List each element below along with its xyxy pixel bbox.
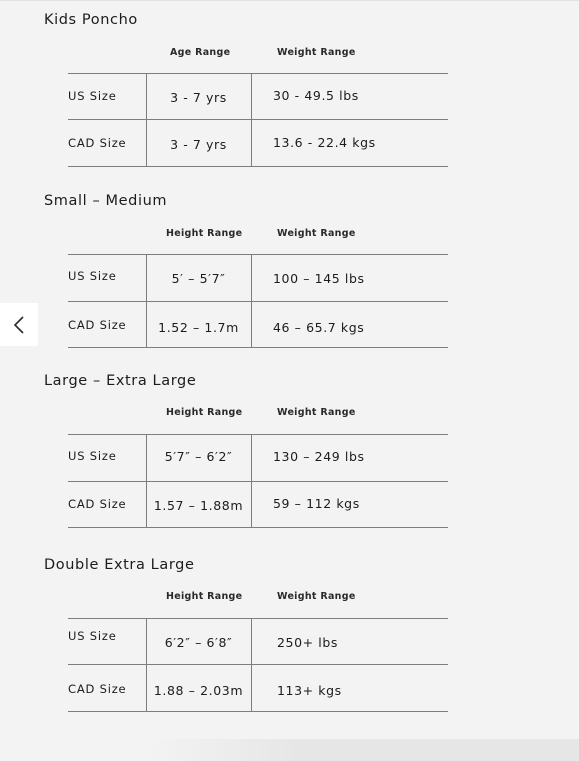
range-value: 1.52 – 1.7m (158, 320, 239, 335)
range-value: 3 - 7 yrs (170, 137, 227, 152)
table-row-us (68, 74, 448, 120)
row-label: US Size (68, 89, 117, 103)
row-label: US Size (68, 269, 117, 283)
top-divider (0, 0, 579, 1)
size-table (68, 254, 448, 348)
weight-value: 113+ kgs (277, 683, 342, 698)
weight-value: 46 – 65.7 kgs (273, 320, 365, 335)
column-header-weight: Weight Range (277, 407, 356, 418)
row-label: CAD Size (68, 318, 127, 332)
section-title: Large – Extra Large (44, 373, 197, 389)
range-value: 1.57 – 1.88m (153, 498, 244, 513)
column-header-weight: Weight Range (277, 591, 356, 602)
section-title: Small – Medium (44, 193, 168, 209)
size-table (68, 73, 448, 167)
table-row-us (68, 619, 448, 665)
range-value: 5′ – 5′7″ (171, 271, 226, 286)
column-divider (251, 435, 252, 481)
size-table (68, 618, 448, 712)
column-divider (251, 619, 252, 664)
table-row-cad (68, 120, 448, 167)
column-header-weight: Weight Range (277, 228, 356, 239)
range-value: 3 - 7 yrs (170, 90, 227, 105)
table-row-us (68, 435, 448, 482)
table-row-cad (68, 665, 448, 712)
row-label: CAD Size (68, 497, 127, 511)
weight-value: 30 - 49.5 lbs (273, 88, 359, 103)
row-label: US Size (68, 449, 117, 463)
range-value: 1.88 – 2.03m (153, 683, 244, 698)
column-header-range: Height Range (166, 407, 243, 418)
weight-value: 250+ lbs (277, 635, 339, 650)
column-divider (251, 120, 252, 166)
row-label: CAD Size (68, 136, 127, 150)
bottom-shadow (150, 739, 579, 761)
table-row-cad (68, 302, 448, 348)
range-value: 6′2″ – 6′8″ (164, 635, 233, 650)
column-divider (251, 74, 252, 119)
weight-value: 59 – 112 kgs (273, 496, 360, 511)
weight-value: 130 – 249 lbs (273, 449, 365, 464)
section-title: Kids Poncho (44, 12, 138, 28)
weight-value: 100 – 145 lbs (273, 271, 365, 286)
column-header-range: Age Range (170, 47, 231, 58)
range-value: 5′7″ – 6′2″ (164, 449, 233, 464)
column-divider (251, 482, 252, 527)
previous-slide-button[interactable] (0, 303, 38, 346)
column-header-weight: Weight Range (277, 47, 356, 58)
column-header-range: Height Range (166, 591, 243, 602)
column-header-range: Height Range (166, 228, 243, 239)
table-row-cad (68, 482, 448, 528)
section-title: Double Extra Large (44, 557, 195, 573)
column-divider (251, 302, 252, 347)
row-label: US Size (68, 629, 117, 643)
size-table (68, 434, 448, 528)
row-label: CAD Size (68, 682, 127, 696)
weight-value: 13.6 - 22.4 kgs (273, 135, 376, 150)
chevron-left-icon (12, 314, 26, 336)
table-row-us (68, 255, 448, 302)
column-divider (251, 255, 252, 301)
column-divider (251, 665, 252, 711)
